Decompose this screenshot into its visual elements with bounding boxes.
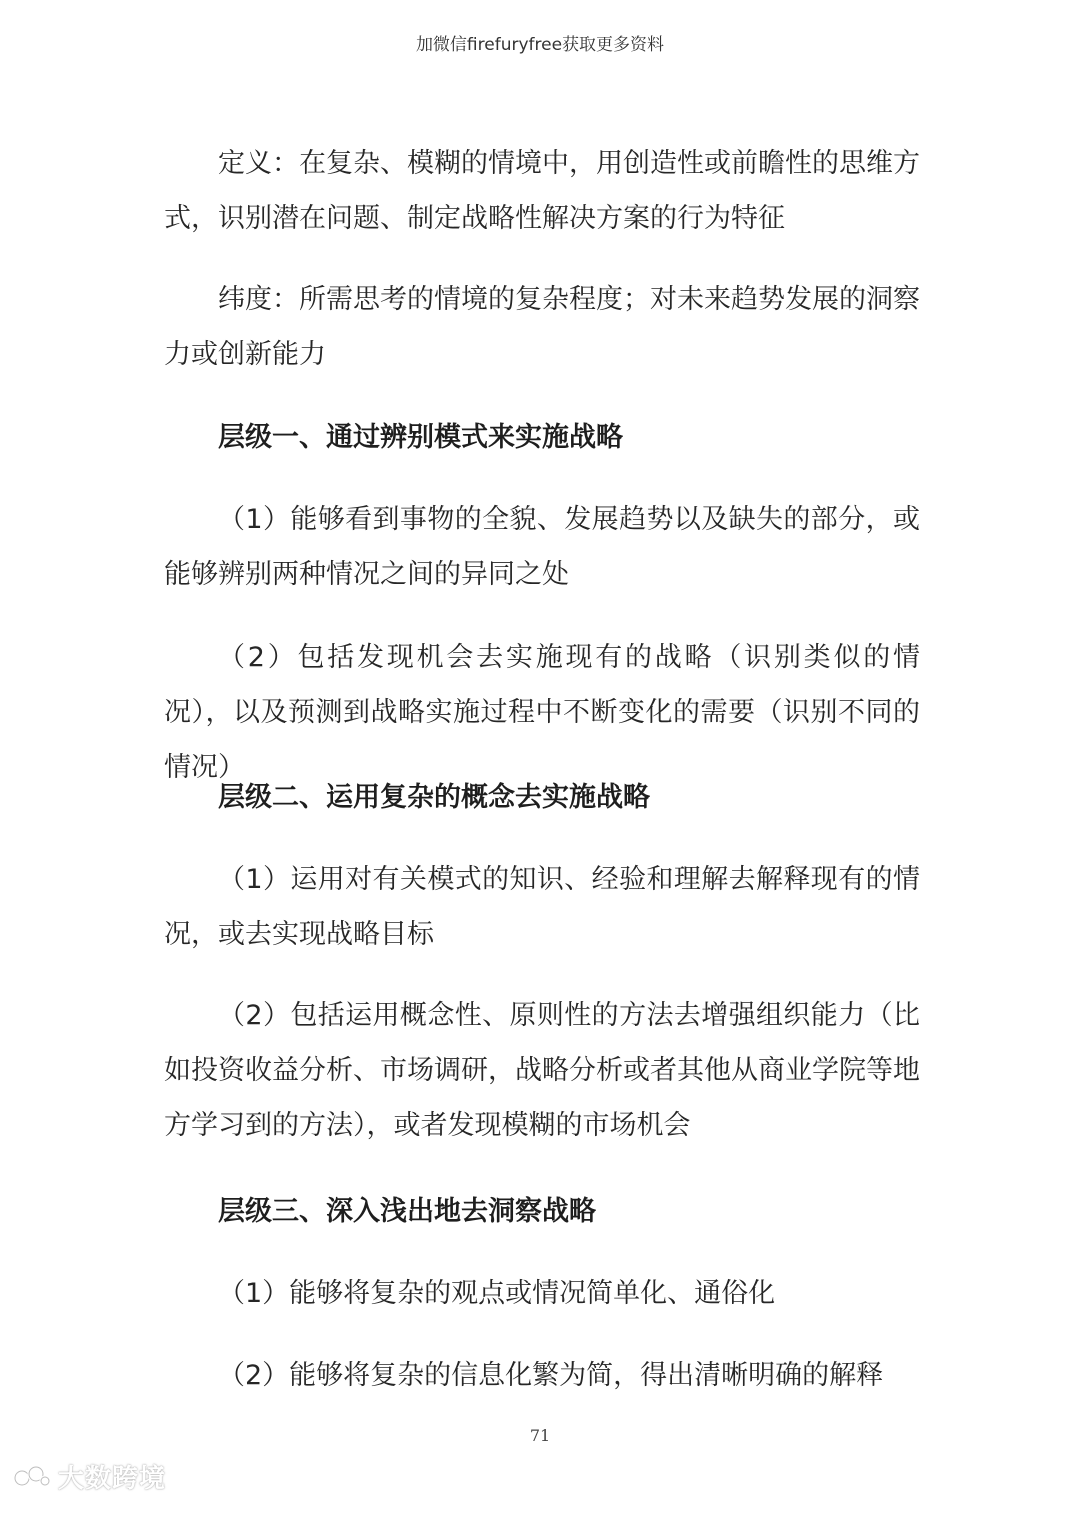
- level-3-item-1: （1）能够将复杂的观点或情况简单化、通俗化: [218, 1278, 776, 1309]
- dimension-paragraph: 纬度：所需思考的情境的复杂程度；对未来趋势发展的洞察力或创新能力: [164, 284, 920, 370]
- watermark-text: 大数跨境: [58, 1464, 167, 1494]
- level-2-heading: 层级二、运用复杂的概念去实施战略: [218, 782, 650, 813]
- level-3-heading: 层级三、深入浅出地去洞察战略: [218, 1196, 596, 1227]
- page-number: 71: [529, 1426, 551, 1445]
- level-3-item-2: （2）能够将复杂的信息化繁为简，得出清晰明确的解释: [218, 1360, 884, 1391]
- top-banner: 加微信firefuryfree获取更多资料: [415, 35, 665, 55]
- level-2-item-1: （1）运用对有关模式的知识、经验和理解去解释现有的情况，或去实现战略目标: [164, 864, 920, 950]
- level-1-item-2: （2）包括发现机会去实施现有的战略（识别类似的情况），以及预测到战略实施过程中不断变化的需要（识别不同的情况）: [164, 642, 920, 783]
- definition-paragraph: 定义：在复杂、模糊的情境中，用创造性或前瞻性的思维方式，识别潜在问题、制定战略性解决方案的行为特征: [164, 148, 920, 234]
- level-2-item-2: （2）包括运用概念性、原则性的方法去增强组织能力（比如投资收益分析、市场调研，战略分析或者其他从商业学院等地方学习到的方法），或者发现模糊的市场机会: [164, 1000, 920, 1141]
- watermark: [12, 1458, 166, 1495]
- level-1-heading: 层级一、通过辨别模式来实施战略: [218, 422, 623, 453]
- brand-logo-icon: [12, 1462, 52, 1492]
- level-1-item-1: （1）能够看到事物的全貌、发展趋势以及缺失的部分，或能够辨别两种情况之间的异同之处: [164, 504, 920, 590]
